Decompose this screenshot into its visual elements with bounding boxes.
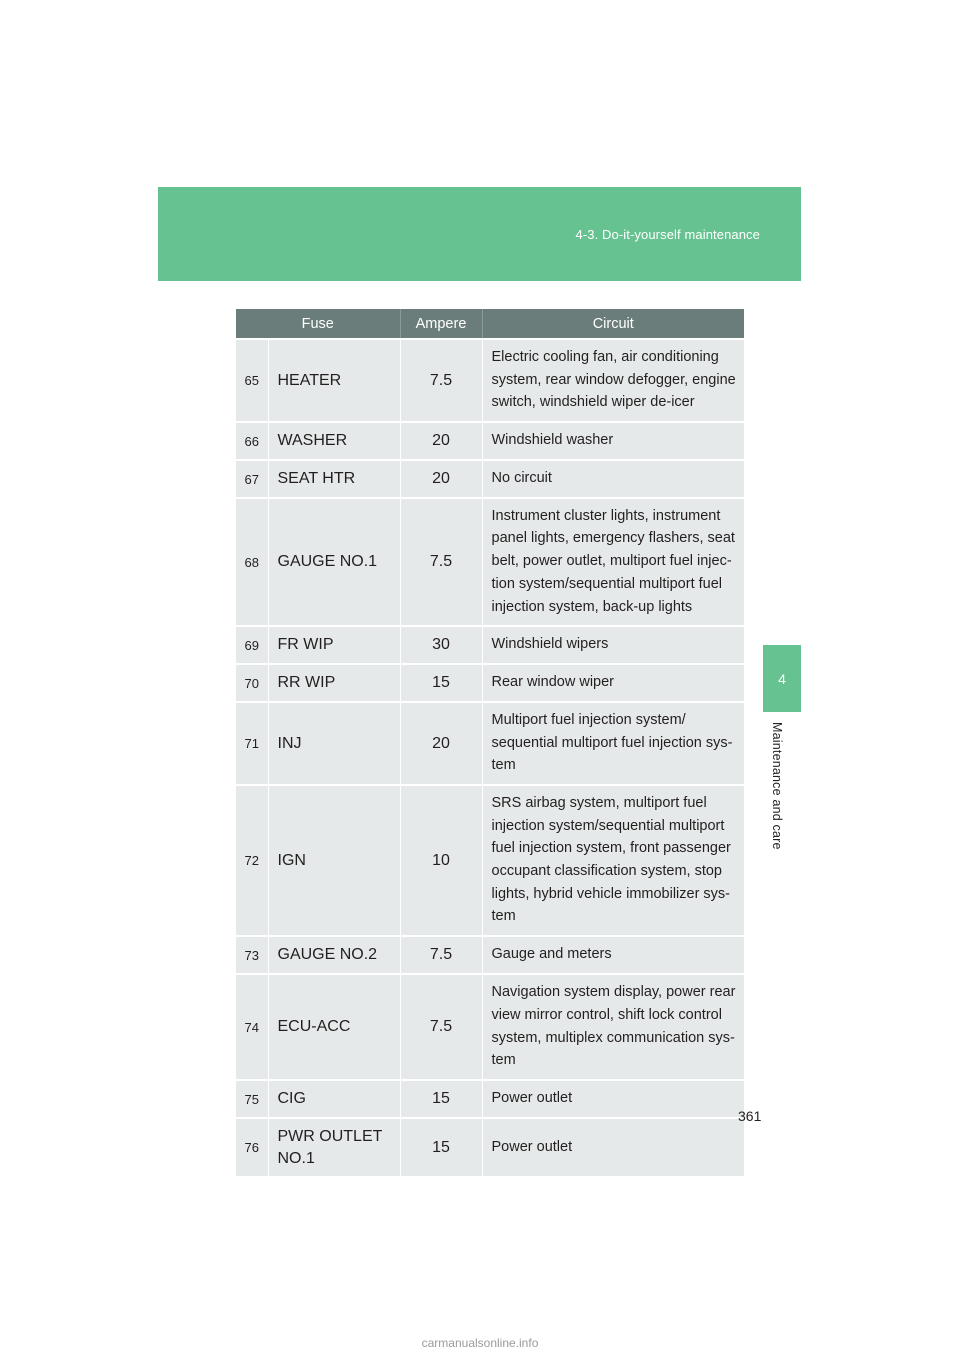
- fuse-name: CIG: [268, 1080, 400, 1118]
- fuse-name: RR WIP: [268, 664, 400, 702]
- fuse-name: PWR OUTLET NO.1: [268, 1118, 400, 1176]
- col-header-fuse: Fuse: [236, 309, 400, 339]
- fuse-name: IGN: [268, 785, 400, 936]
- watermark: carmanualsonline.info: [421, 1336, 539, 1350]
- fuse-circuit: No circuit: [482, 460, 744, 498]
- col-header-circuit: Circuit: [482, 309, 744, 339]
- fuse-table: [236, 309, 744, 1176]
- fuse-name: GAUGE NO.1: [268, 498, 400, 626]
- fuse-ampere: 20: [400, 460, 482, 498]
- table-row: [236, 339, 744, 422]
- fuse-ampere: 15: [400, 664, 482, 702]
- fuse-ampere: 20: [400, 422, 482, 460]
- fuse-ampere: 15: [400, 1118, 482, 1176]
- fuse-ampere: 10: [400, 785, 482, 936]
- fuse-number: 73: [236, 936, 268, 974]
- fuse-number: 70: [236, 664, 268, 702]
- fuse-circuit: Power outlet: [482, 1118, 744, 1176]
- chapter-number: 4: [778, 670, 786, 687]
- fuse-name: INJ: [268, 702, 400, 785]
- fuse-name: WASHER: [268, 422, 400, 460]
- fuse-number: 76: [236, 1118, 268, 1176]
- fuse-number: 67: [236, 460, 268, 498]
- fuse-ampere: 30: [400, 626, 482, 664]
- fuse-number: 74: [236, 974, 268, 1080]
- fuse-name: SEAT HTR: [268, 460, 400, 498]
- table-row: [236, 498, 744, 626]
- table-row: [236, 1080, 744, 1118]
- fuse-name: HEATER: [268, 339, 400, 422]
- fuse-ampere: 7.5: [400, 936, 482, 974]
- table-header-row: [236, 309, 744, 339]
- table-row: [236, 702, 744, 785]
- fuse-name: ECU-ACC: [268, 974, 400, 1080]
- table-row: [236, 1118, 744, 1176]
- fuse-ampere: 7.5: [400, 339, 482, 422]
- fuse-name: GAUGE NO.2: [268, 936, 400, 974]
- fuse-circuit: Navigation system display, power rear view mirror control, shift lock control system, multiplex communication sys- tem: [482, 974, 744, 1080]
- section-title: 4-3. Do-it-yourself maintenance: [575, 227, 760, 242]
- fuse-name: FR WIP: [268, 626, 400, 664]
- fuse-number: 75: [236, 1080, 268, 1118]
- fuse-number: 71: [236, 702, 268, 785]
- table-row: [236, 422, 744, 460]
- col-header-ampere: Ampere: [400, 309, 482, 339]
- chapter-label: Maintenance and care: [770, 722, 784, 850]
- fuse-ampere: 7.5: [400, 498, 482, 626]
- fuse-circuit: Electric cooling fan, air conditioning system, rear window defogger, engine switch, windshield wiper de-icer: [482, 339, 744, 422]
- fuse-circuit: Rear window wiper: [482, 664, 744, 702]
- fuse-circuit: Gauge and meters: [482, 936, 744, 974]
- fuse-circuit: Instrument cluster lights, instrument panel lights, emergency flashers, seat belt, power outlet, multiport fuel injec- tion system/sequential multiport fuel injection system, back-up lights: [482, 498, 744, 626]
- table-row: [236, 785, 744, 936]
- fuse-ampere: 15: [400, 1080, 482, 1118]
- fuse-circuit: Windshield washer: [482, 422, 744, 460]
- chapter-tab: [763, 645, 801, 712]
- fuse-circuit: Multiport fuel injection system/ sequential multiport fuel injection sys- tem: [482, 702, 744, 785]
- table-row: [236, 626, 744, 664]
- table-row: [236, 936, 744, 974]
- fuse-ampere: 7.5: [400, 974, 482, 1080]
- section-header-band: [158, 187, 801, 281]
- fuse-number: 69: [236, 626, 268, 664]
- table-row: [236, 460, 744, 498]
- fuse-circuit: SRS airbag system, multiport fuel injection system/sequential multiport fuel injection system, front passenger occupant classification system, stop lights, hybrid vehicle immobilizer sys- tem: [482, 785, 744, 936]
- fuse-ampere: 20: [400, 702, 482, 785]
- fuse-circuit: Windshield wipers: [482, 626, 744, 664]
- fuse-circuit: Power outlet: [482, 1080, 744, 1118]
- table-row: [236, 664, 744, 702]
- table-row: [236, 974, 744, 1080]
- fuse-number: 68: [236, 498, 268, 626]
- page-number: 361: [738, 1108, 762, 1124]
- fuse-number: 72: [236, 785, 268, 936]
- fuse-number: 66: [236, 422, 268, 460]
- fuse-number: 65: [236, 339, 268, 422]
